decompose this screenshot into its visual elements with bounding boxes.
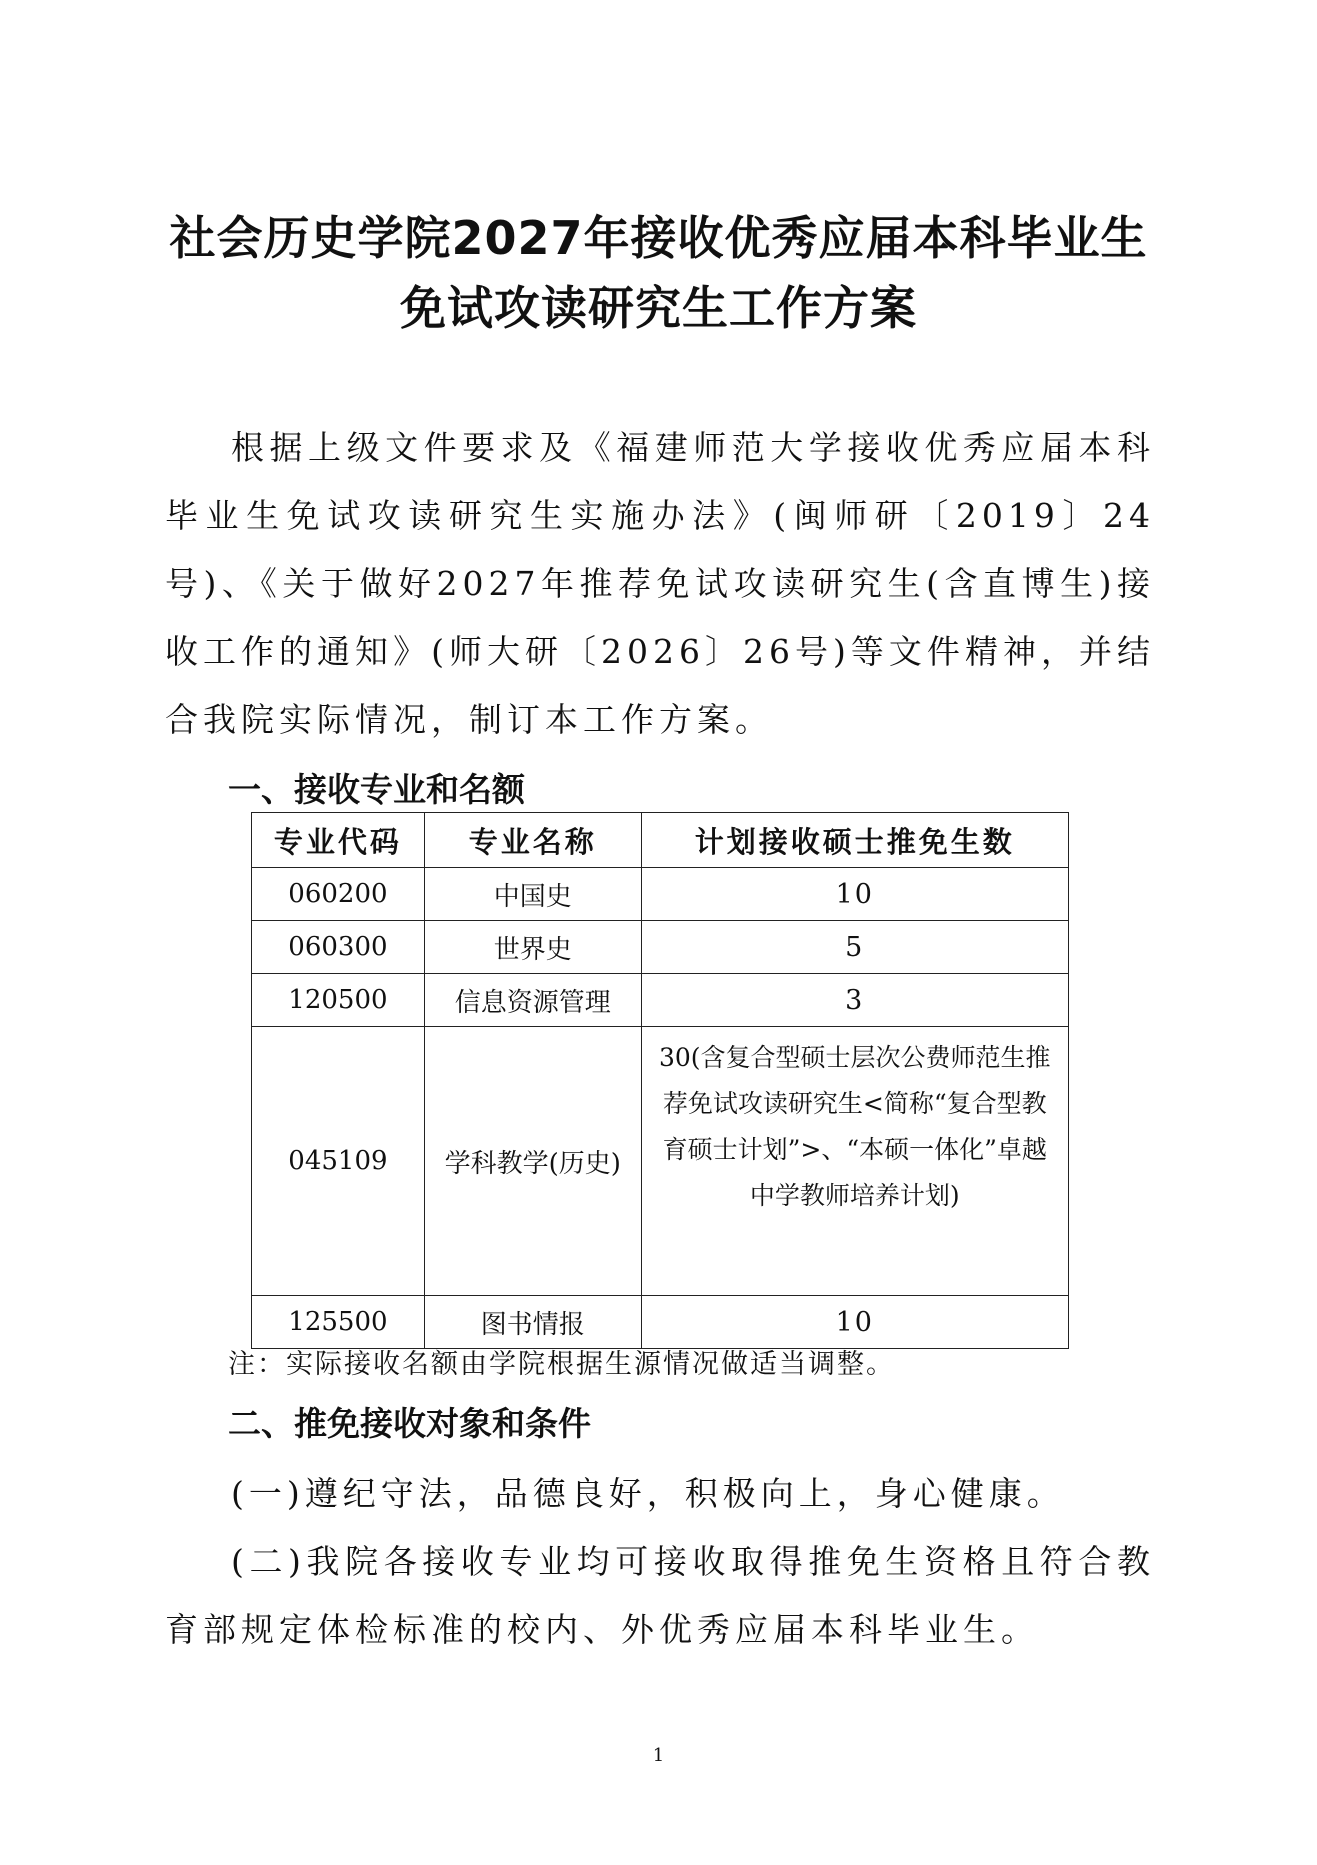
major-code-cell: 060300: [252, 921, 425, 974]
column-header-name: 专业名称: [424, 813, 641, 868]
table-header-row: [252, 813, 1069, 868]
major-name-cell: 学科教学(历史): [424, 1027, 641, 1296]
quota-count-cell: 10: [641, 1296, 1068, 1349]
major-code-cell: 060200: [252, 868, 425, 921]
table-row: [252, 1027, 1069, 1296]
quota-count-cell: 10: [641, 868, 1068, 921]
table-row: [252, 974, 1069, 1027]
major-name-cell: 信息资源管理: [424, 974, 641, 1027]
major-name-cell: 世界史: [424, 921, 641, 974]
quota-table: [251, 812, 1069, 1349]
table-note: 注：实际接收名额由学院根据生源情况做适当调整。: [228, 1349, 895, 1380]
table-row: [252, 1296, 1069, 1349]
quota-count-cell: 3: [641, 974, 1068, 1027]
condition-item-2: (二)我院各接收专业均可接收取得推免生资格且符合教育部规定体检标准的校内、外优秀应届本科毕业生。: [165, 1542, 1155, 1649]
major-code-cell: 125500: [252, 1296, 425, 1349]
page-number: 1: [652, 1745, 665, 1766]
condition-item-1: (一)遵纪守法，品德良好，积极向上，身心健康。: [231, 1474, 1065, 1513]
quota-count-cell: 5: [641, 921, 1068, 974]
section1-heading: 一、接收专业和名额: [228, 770, 525, 809]
column-header-code: 专业代码: [252, 813, 425, 868]
document-title-line1: 社会历史学院2027年接收优秀应届本科毕业生: [169, 211, 1148, 265]
major-name-cell: 图书情报: [424, 1296, 641, 1349]
column-header-count: 计划接收硕士推免生数: [641, 813, 1068, 868]
section2-heading: 二、推免接收对象和条件: [228, 1404, 591, 1443]
major-name-cell: 中国史: [424, 868, 641, 921]
major-code-cell: 120500: [252, 974, 425, 1027]
table-row: [252, 921, 1069, 974]
quota-count-cell: 30(含复合型硕士层次公费师范生推荐免试攻读研究生<简称“复合型教育硕士计划”>、“本硕一体化”卓越中学教师培养计划): [641, 1027, 1068, 1296]
table-row: [252, 868, 1069, 921]
major-code-cell: 045109: [252, 1027, 425, 1296]
intro-paragraph: 根据上级文件要求及《福建师范大学接收优秀应届本科毕业生免试攻读研究生实施办法》(闽师研〔2019〕24号)、《关于做好2027年推荐免试攻读研究生(含直博生)接收工作的通知》(师大研〔2026〕26号)等文件精神，并结合我院实际情况，制订本工作方案。: [165, 428, 1155, 739]
document-title-line2: 免试攻读研究生工作方案: [400, 281, 917, 335]
